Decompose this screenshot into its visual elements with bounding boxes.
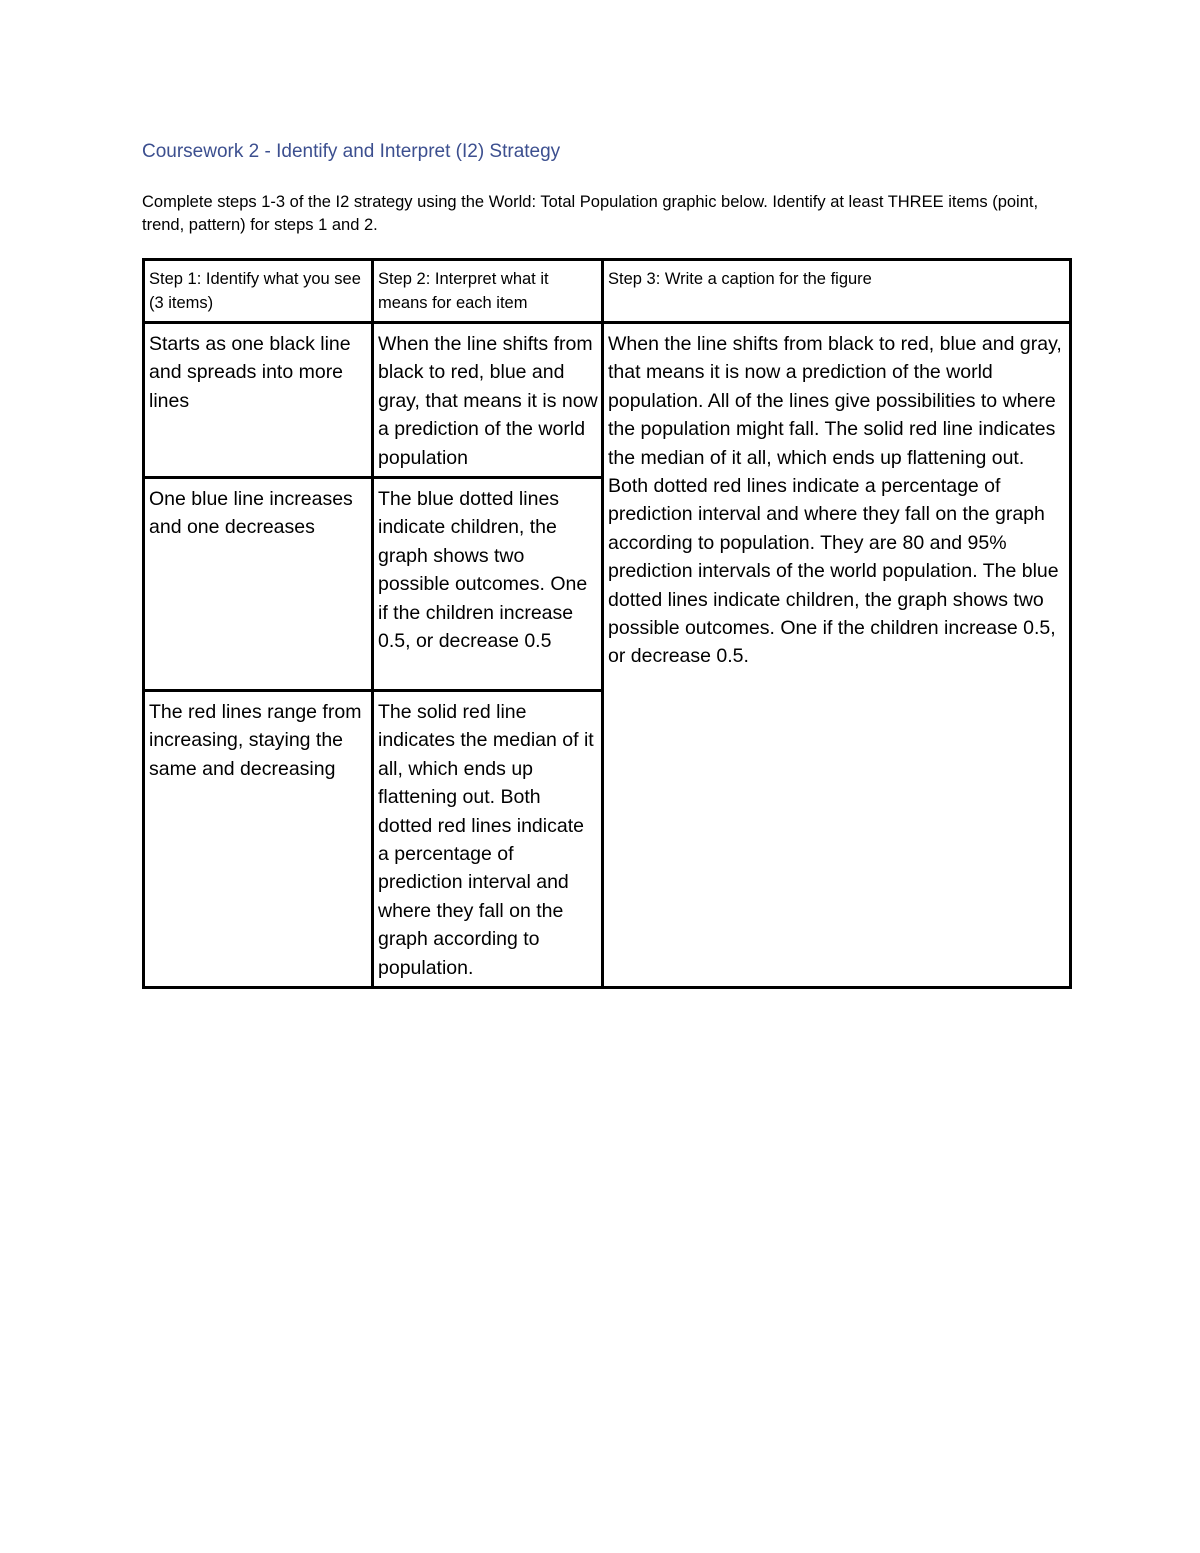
identify-cell-3: The red lines range from increasing, staying the same and decreasing [144, 691, 373, 988]
interpret-cell-3: The solid red line indicates the median of it all, which ends up flattening out. Both dotted red lines indicate a percentage of prediction interval and where they fall on the graph according to population. [373, 691, 603, 988]
identify-cell-2: One blue line increases and one decreases [144, 478, 373, 691]
document-title: Coursework 2 - Identify and Interpret (I2) Strategy [142, 141, 561, 162]
table-row [144, 323, 1071, 478]
caption-cell: When the line shifts from black to red, blue and gray, that means it is now a prediction of the world population. All of the lines give possibilities to where the population might fall. The solid red line indicates the median of it all, which ends up flattening out. Both dotted red lines indicate a percentage of prediction interval and where they fall on the graph according to population. They are 80 and 95% prediction intervals of the world population. The blue dotted lines indicate children, the graph shows two possible outcomes. One if the children increase 0.5, or decrease 0.5. [603, 323, 1071, 988]
identify-cell-1: Starts as one black line and spreads into more lines [144, 323, 373, 478]
header-step-2: Step 2: Interpret what it means for each item [373, 260, 603, 323]
interpret-cell-2: The blue dotted lines indicate children, the graph shows two possible outcomes. One if the children increase 0.5, or decrease 0.5 [373, 478, 603, 691]
header-step-1: Step 1: Identify what you see (3 items) [144, 260, 373, 323]
i2-strategy-table [142, 258, 1072, 989]
instructions-paragraph: Complete steps 1-3 of the I2 strategy using the World: Total Population graphic below. Identify at least THREE items (point, trend, pattern) for steps 1 and 2. [142, 193, 1039, 234]
table-header-row [144, 260, 1071, 323]
interpret-cell-1: When the line shifts from black to red, blue and gray, that means it is now a prediction of the world population [373, 323, 603, 478]
header-step-3: Step 3: Write a caption for the figure [603, 260, 1071, 323]
